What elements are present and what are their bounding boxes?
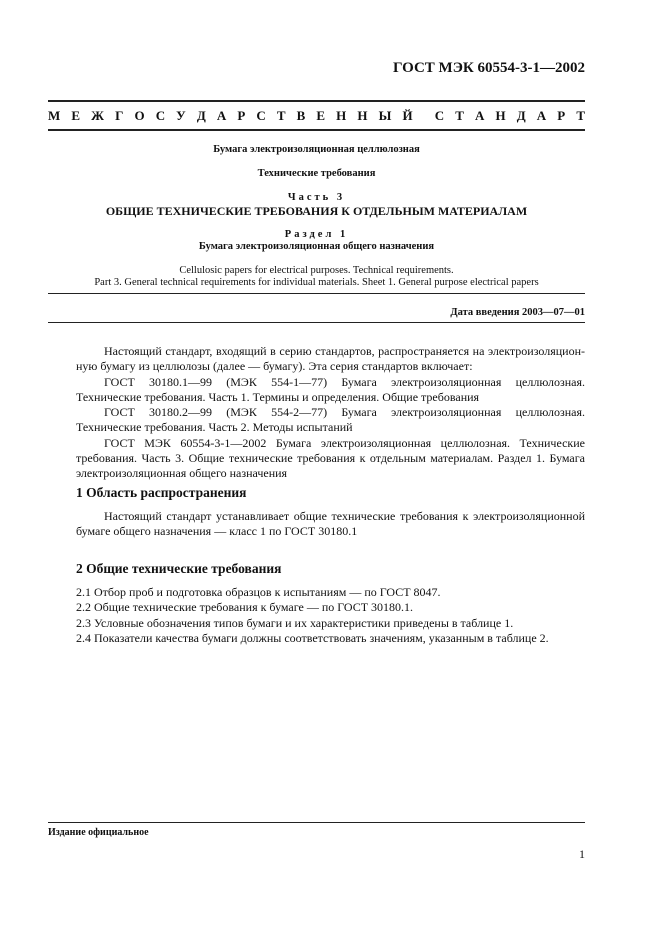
title-rule: [48, 293, 585, 294]
section-1-paragraph: Настоящий стандарт устанавливает общие технические требования к электроизоляционной бумаге общего назначения — класс 1 по ГОСТ 30180.1: [76, 509, 585, 539]
title-line-2: Технические требования: [257, 168, 376, 179]
banner-letter: Р: [237, 108, 246, 123]
banner-letter: Т: [276, 108, 286, 123]
banner-letter: Н: [336, 108, 347, 123]
banner-letter: А: [216, 108, 227, 123]
banner-letter: В: [296, 108, 306, 123]
banner-letter: Т: [576, 108, 585, 123]
banner-letter: Е: [71, 108, 81, 123]
banner-letter: Е: [316, 108, 326, 123]
banner-letter: Н: [357, 108, 368, 123]
intro-block: [76, 344, 585, 482]
introduction-date: Дата введения 2003—07—01: [450, 307, 585, 318]
banner-letter: Т: [455, 108, 464, 123]
page-number: 1: [579, 847, 585, 861]
header-rule-thick: [48, 100, 585, 102]
banner-letter: О: [134, 108, 145, 123]
part-title: ОБЩИЕ ТЕХНИЧЕСКИЕ ТРЕБОВАНИЯ К ОТДЕЛЬНЫМ МАТЕРИАЛАМ: [105, 204, 528, 218]
banner-letter: Р: [557, 108, 566, 123]
edition-note: Издание официальное: [48, 827, 149, 838]
item-2-2: 2.2 Общие технические требования к бумаге — по ГОСТ 30180.1.: [76, 600, 414, 615]
standard-banner: [48, 108, 585, 124]
section-title: Бумага электроизоляционная общего назначения: [198, 241, 435, 252]
banner-letter: Ы: [378, 108, 392, 123]
section-2-body: [76, 585, 585, 646]
section-1-body: [76, 509, 585, 540]
reference-gost-30180-2: ГОСТ 30180.2—99 (МЭК 554-2—77) Бумага электроизоляционная целлюлозная. Технические требования. Часть 2. Методы испытаний: [76, 405, 585, 435]
title-line-1: Бумага электроизоляционная целлюлозная: [213, 144, 420, 155]
document-code: ГОСТ МЭК 60554-3-1—2002: [392, 60, 585, 76]
footer-rule: [48, 822, 585, 823]
banner-letter: Д: [196, 108, 206, 123]
section-label: Раздел 1: [284, 229, 349, 240]
item-2-1: 2.1 Отбор проб и подготовка образцов к испытаниям — по ГОСТ 8047.: [76, 585, 441, 599]
banner-letter: Г: [115, 108, 124, 123]
english-title-line-1: Cellulosic papers for electrical purposes. Technical requirements.: [179, 265, 454, 276]
item-2-4: 2.4 Показатели качества бумаги должны соответствовать значениям, указанным в таблице 2.: [76, 630, 549, 645]
banner-letter: Д: [516, 108, 526, 123]
banner-letter: Й: [402, 108, 413, 123]
english-title-line-2: Part 3. General technical requirements for individual materials. Sheet 1. General purpose electrical papers: [94, 277, 539, 288]
banner-letter: С: [256, 108, 266, 123]
intro-paragraph: Настоящий стандарт, входящий в серию стандартов, распространяется на электроизоляционную бумагу из целлюлозы (далее — бумагу). Эта серия стандартов включает:: [76, 344, 585, 374]
banner-letter: Н: [495, 108, 506, 123]
section-1-heading: 1 Область распространения: [76, 485, 247, 500]
section-2-heading: 2 Общие технические требования: [76, 561, 282, 576]
banner-letter: У: [176, 108, 186, 123]
banner-letter: Ж: [91, 108, 104, 123]
reference-gost-30180-1: ГОСТ 30180.1—99 (МЭК 554-1—77) Бумага электроизоляционная целлюлозная. Технические требования. Часть 1. Термины и определения. Общие требования: [76, 374, 585, 404]
reference-gost-iec-60554: ГОСТ МЭК 60554-3-1—2002 Бумага электроизоляционная целлюлозная. Технические требования. Часть 3. Общие технические требования к отдельным материалам. Раздел 1. Бумага электроизоляционная общего назначения: [76, 435, 585, 481]
banner-letter: А: [536, 108, 547, 123]
part-label: Часть 3: [287, 192, 346, 203]
date-rule: [48, 322, 585, 323]
banner-letter: С: [155, 108, 166, 123]
banner-letter: С: [434, 108, 445, 123]
banner-letter: М: [48, 108, 61, 123]
item-2-3: 2.3 Условные обозначения типов бумаги и их характеристики приведены в таблице 1.: [76, 615, 514, 630]
banner-letter: А: [475, 108, 485, 123]
header-rule-bottom: [48, 129, 585, 131]
